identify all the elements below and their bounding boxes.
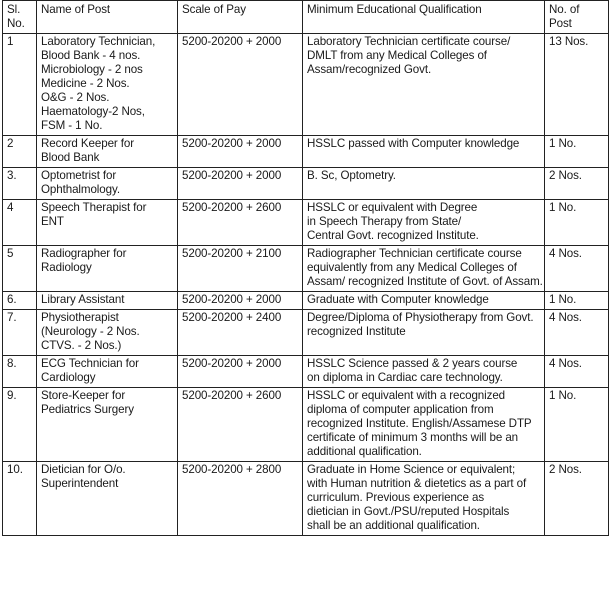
post-count-cell: 4 Nos. — [545, 356, 609, 388]
post-name-cell — [37, 292, 178, 310]
post-name-line: Microbiology - 2 nos — [41, 63, 143, 76]
table-row — [3, 34, 609, 136]
post-count-cell: 1 No. — [545, 136, 609, 168]
qualification-line: B. Sc, Optometry. — [307, 169, 396, 182]
sl-no-cell: 8. — [3, 356, 37, 388]
post-name-line: O&G - 2 Nos. — [41, 91, 110, 104]
sl-no-cell: 10. — [3, 462, 37, 536]
table-header — [3, 1, 609, 34]
post-name-line: Radiographer for — [41, 247, 127, 260]
qualification-line: certificate of minimum 3 months will be an — [307, 431, 519, 444]
qualification-cell — [303, 292, 545, 310]
table-body — [3, 34, 609, 536]
qualification-line: in Speech Therapy from State/ — [307, 215, 462, 228]
post-name-cell — [37, 462, 178, 536]
qualification-line: shall be an additional qualification. — [307, 519, 480, 532]
pay-scale-cell: 5200-20200 + 2000 — [178, 356, 303, 388]
qualification-line: HSSLC or equivalent with a recognized — [307, 389, 506, 402]
qualification-line: curriculum. Previous experience as — [307, 491, 485, 504]
post-count-cell: 2 Nos. — [545, 462, 609, 536]
post-name-cell — [37, 34, 178, 136]
post-name-line: Store-Keeper for — [41, 389, 126, 402]
post-name-cell — [37, 388, 178, 462]
pay-scale-cell: 5200-20200 + 2000 — [178, 34, 303, 136]
qualification-line: Degree/Diploma of Physiotherapy from Govt. — [307, 311, 534, 324]
table-row — [3, 292, 609, 310]
post-count-cell: 4 Nos. — [545, 310, 609, 356]
table-row — [3, 246, 609, 292]
sl-no-cell: 9. — [3, 388, 37, 462]
header-no-of-post: No. of Post — [545, 1, 609, 34]
pay-scale-cell: 5200-20200 + 2000 — [178, 168, 303, 200]
pay-scale-cell: 5200-20200 + 2600 — [178, 388, 303, 462]
post-name-line: Optometrist for — [41, 169, 117, 182]
post-name-line: Superintendent — [41, 477, 119, 490]
page-bottom-edge — [0, 604, 611, 609]
post-count-cell: 1 No. — [545, 200, 609, 246]
table-row — [3, 200, 609, 246]
post-name-line: Radiology — [41, 261, 92, 274]
qualification-cell — [303, 168, 545, 200]
qualification-line: HSSLC or equivalent with Degree — [307, 201, 478, 214]
qualification-line: equivalently from any Medical Colleges of — [307, 261, 517, 274]
post-name-line: Library Assistant — [41, 293, 125, 306]
sl-no-cell: 2 — [3, 136, 37, 168]
post-name-line: Ophthalmology. — [41, 183, 120, 196]
qualification-line: HSSLC passed with Computer knowledge — [307, 137, 520, 150]
post-name-cell — [37, 200, 178, 246]
sl-no-cell: 1 — [3, 34, 37, 136]
header-qualification: Minimum Educational Qualification — [303, 1, 545, 34]
sl-no-cell: 4 — [3, 200, 37, 246]
table-row — [3, 310, 609, 356]
pay-scale-cell: 5200-20200 + 2000 — [178, 136, 303, 168]
qualification-line: Central Govt. recognized Institute. — [307, 229, 479, 242]
qualification-cell — [303, 388, 545, 462]
qualification-cell — [303, 356, 545, 388]
post-count-cell: 4 Nos. — [545, 246, 609, 292]
post-name-line: Pediatrics Surgery — [41, 403, 134, 416]
qualification-cell — [303, 200, 545, 246]
qualification-cell — [303, 34, 545, 136]
post-name-line: Record Keeper for — [41, 137, 135, 150]
qualification-line: HSSLC Science passed & 2 years course — [307, 357, 518, 370]
table-row — [3, 462, 609, 536]
post-name-line: Laboratory Technician, — [41, 35, 156, 48]
qualification-line: diploma of computer application from — [307, 403, 494, 416]
post-name-line: ENT — [41, 215, 64, 228]
post-name-line: Blood Bank - 4 nos. — [41, 49, 141, 62]
post-name-line: Dietician for O/o. — [41, 463, 126, 476]
post-name-line: Cardiology — [41, 371, 96, 384]
qualification-cell — [303, 310, 545, 356]
qualification-cell — [303, 136, 545, 168]
pay-scale-cell: 5200-20200 + 2100 — [178, 246, 303, 292]
pay-scale-cell: 5200-20200 + 2800 — [178, 462, 303, 536]
qualification-line: DMLT from any Medical Colleges of — [307, 49, 487, 62]
qualification-line: with Human nutrition & dietetics as a part of — [307, 477, 527, 490]
header-sl-no: Sl. No. — [3, 1, 37, 34]
table-row — [3, 168, 609, 200]
post-name-line: ECG Technician for — [41, 357, 139, 370]
qualification-line: additional qualification. — [307, 445, 422, 458]
qualification-cell — [303, 246, 545, 292]
qualification-line: on diploma in Cardiac care technology. — [307, 371, 503, 384]
qualification-line: Assam/ recognized Institute of Govt. of Assam. — [307, 275, 543, 288]
sl-no-cell: 6. — [3, 292, 37, 310]
qualification-line: dietician in Govt./PSU/reputed Hospitals — [307, 505, 510, 518]
sl-no-cell: 3. — [3, 168, 37, 200]
header-row — [3, 1, 609, 34]
qualification-line: Graduate in Home Science or equivalent; — [307, 463, 516, 476]
qualification-line: Laboratory Technician certificate course/ — [307, 35, 511, 48]
post-name-cell — [37, 310, 178, 356]
post-name-line: FSM - 1 No. — [41, 119, 103, 132]
post-name-line: Haematology-2 Nos, — [41, 105, 145, 118]
qualification-line: Graduate with Computer knowledge — [307, 293, 489, 306]
post-name-cell — [37, 246, 178, 292]
table-row — [3, 136, 609, 168]
qualification-cell — [303, 462, 545, 536]
post-name-cell — [37, 356, 178, 388]
pay-scale-cell: 5200-20200 + 2400 — [178, 310, 303, 356]
pay-scale-cell: 5200-20200 + 2000 — [178, 292, 303, 310]
post-name-line: Medicine - 2 Nos. — [41, 77, 130, 90]
post-count-cell: 1 No. — [545, 388, 609, 462]
table-row — [3, 388, 609, 462]
post-name-line: Speech Therapist for — [41, 201, 147, 214]
post-name-line: (Neurology - 2 Nos. — [41, 325, 140, 338]
post-name-line: Blood Bank — [41, 151, 100, 164]
header-scale-of-pay: Scale of Pay — [178, 1, 303, 34]
post-count-cell: 1 No. — [545, 292, 609, 310]
header-name-of-post: Name of Post — [37, 1, 178, 34]
posts-table — [2, 0, 609, 536]
qualification-line: Radiographer Technician certificate course — [307, 247, 522, 260]
post-name-cell — [37, 136, 178, 168]
post-count-cell: 13 Nos. — [545, 34, 609, 136]
sl-no-cell: 5 — [3, 246, 37, 292]
post-name-line: CTVS. - 2 Nos.) — [41, 339, 122, 352]
qualification-line: Assam/recognized Govt. — [307, 63, 432, 76]
sl-no-cell: 7. — [3, 310, 37, 356]
qualification-line: recognized Institute. English/Assamese DTP — [307, 417, 532, 430]
pay-scale-cell: 5200-20200 + 2600 — [178, 200, 303, 246]
post-name-line: Physiotherapist — [41, 311, 119, 324]
post-name-cell — [37, 168, 178, 200]
post-count-cell: 2 Nos. — [545, 168, 609, 200]
qualification-line: recognized Institute — [307, 325, 406, 338]
table-row — [3, 356, 609, 388]
